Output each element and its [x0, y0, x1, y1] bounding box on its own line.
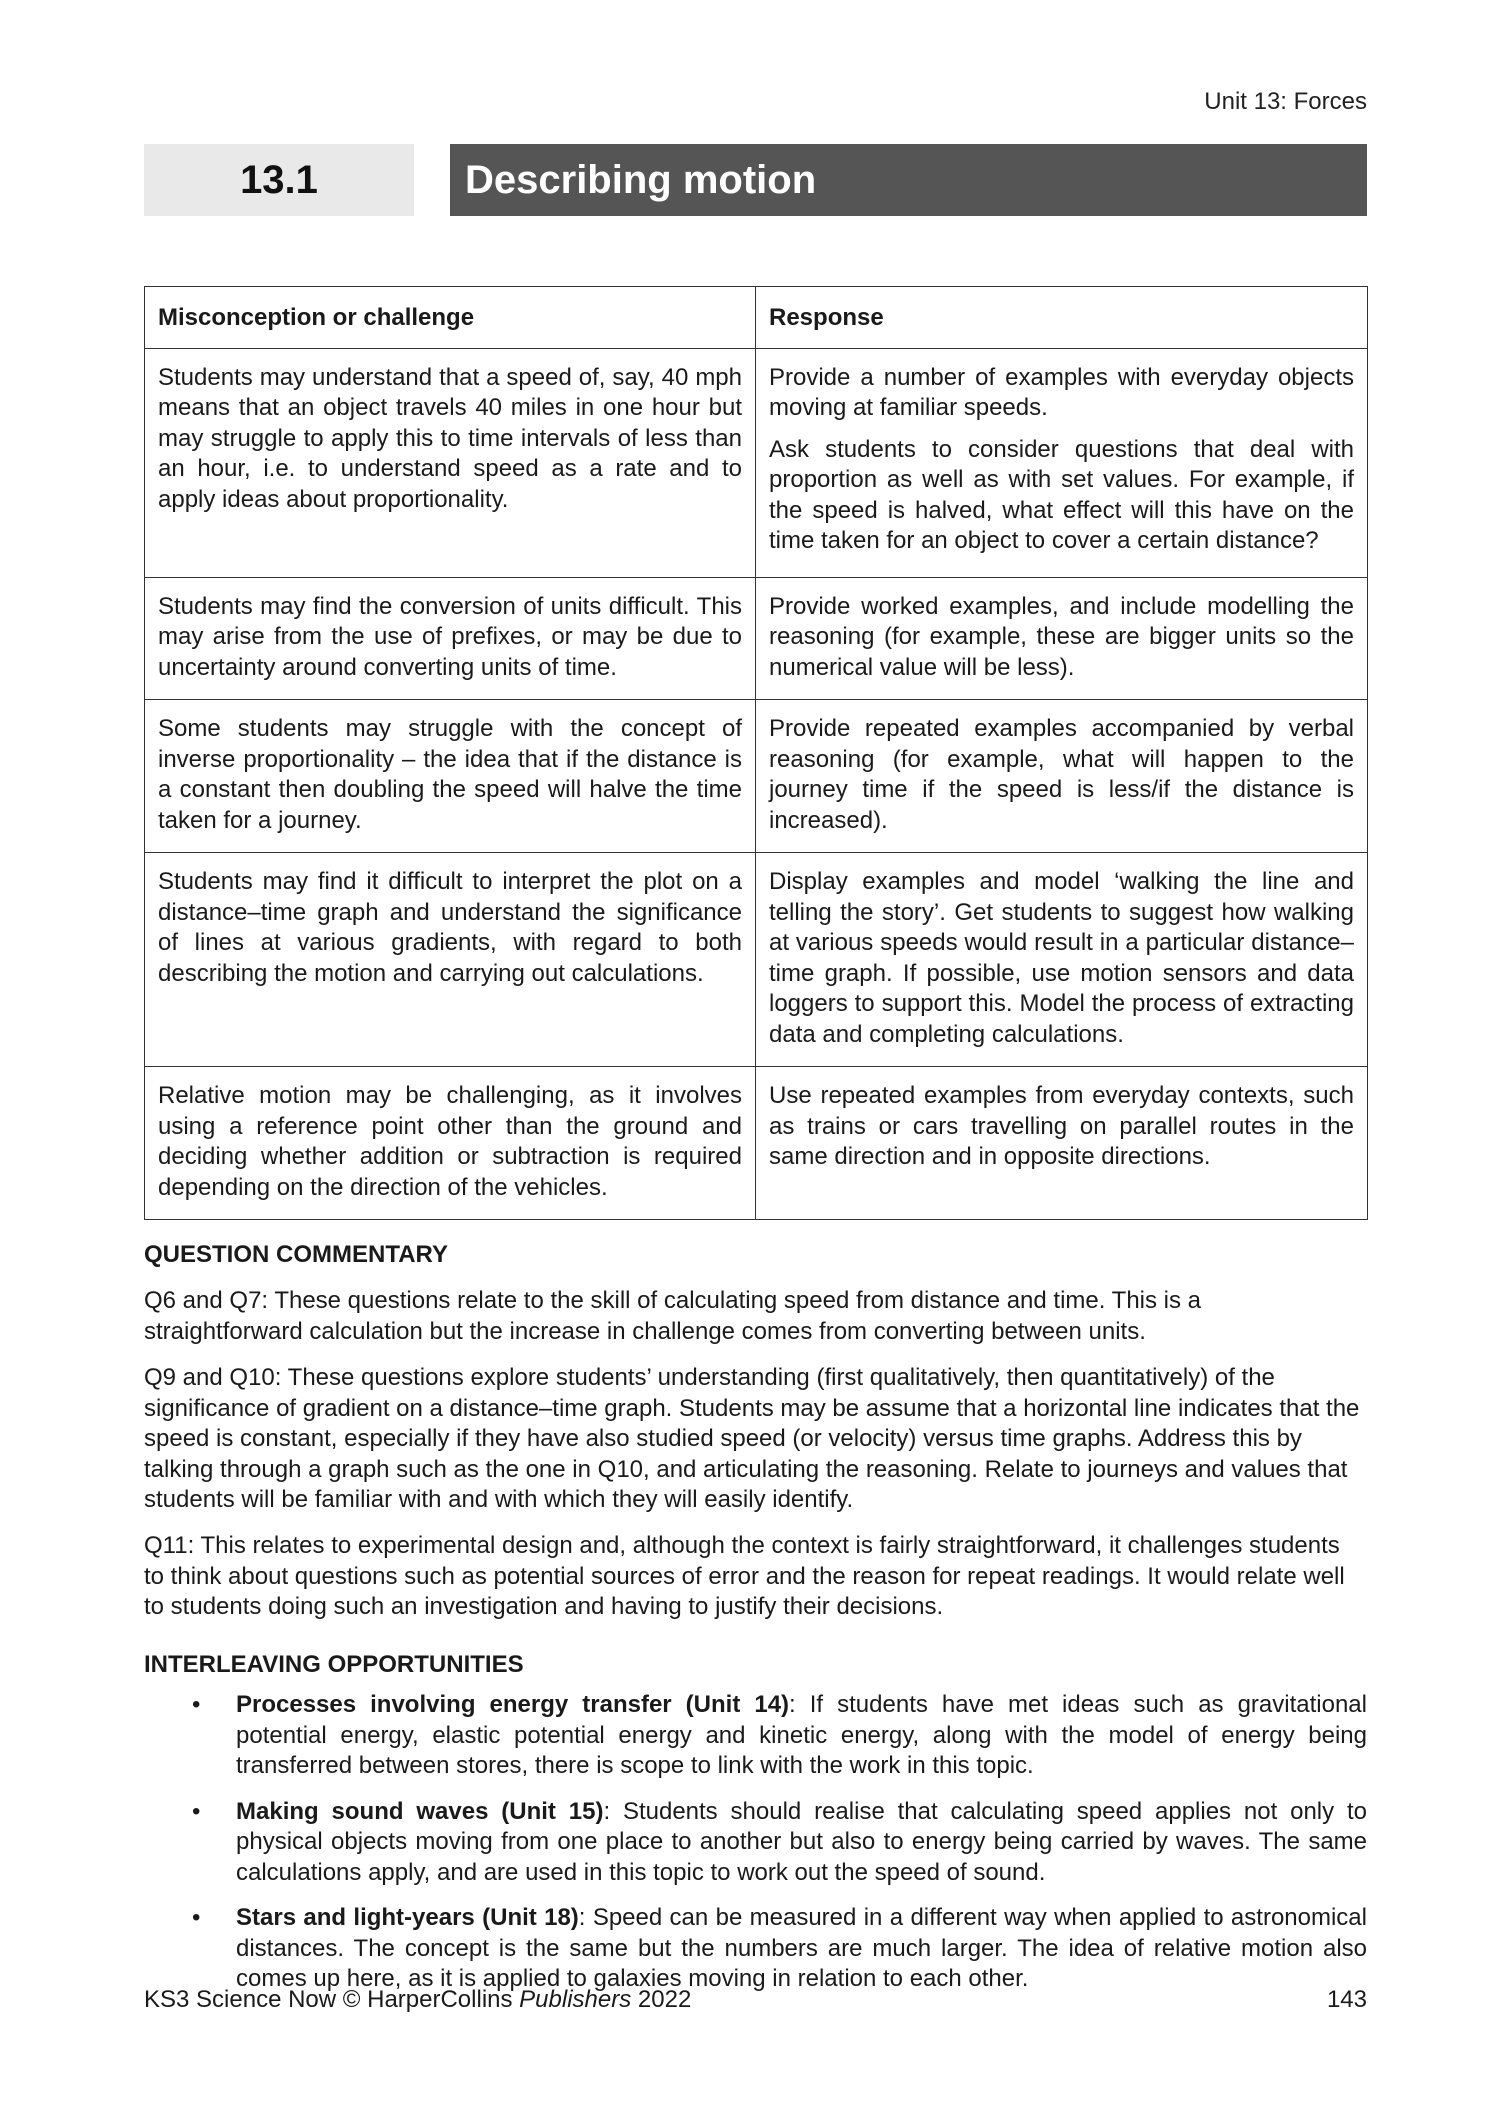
- misconception-cell: Relative motion may be challenging, as it involves using a reference point other than the ground and deciding whether addition or subtraction is required depending on the direction of the vehicles.: [145, 1067, 756, 1220]
- misconception-cell: Some students may struggle with the concept of inverse proportionality – the idea that if the distance is a constant then doubling the speed will halve the time taken for a journey.: [145, 700, 756, 853]
- table-header-row: [145, 287, 1368, 349]
- response-paragraph: Provide repeated examples accompanied by verbal reasoning (for example, what will happen to the journey time if the speed is less/if the distance is increased).: [769, 715, 1354, 834]
- table-row: [145, 700, 1368, 853]
- misconception-cell: Students may find the conversion of units difficult. This may arise from the use of prefixes, or may be due to uncertainty around converting units of time.: [145, 577, 756, 700]
- footer-suffix: 2022: [631, 1986, 692, 2013]
- link-description: : Students should realise that calculating speed applies not only to physical objects moving from one place to another but also to energy being carried by waves. The same calculations apply, and are used in this topic to work out the speed of sound.: [236, 1797, 1367, 1886]
- response-paragraph: Ask students to consider questions that deal with proportion as well as with set values. For example, if the speed is halved, what effect will this have on the time taken for an object to cover a certain distance?: [769, 435, 1354, 554]
- link-description: : If students have met ideas such as gravitational potential energy, elastic potential energy and kinetic energy, along with the model of energy being transferred between stores, there is scope to link with the work in this topic.: [236, 1691, 1367, 1779]
- list-item: [144, 1797, 1367, 1889]
- footer-prefix: KS3 Science Now © HarperCollins: [144, 1986, 520, 2013]
- question-commentary-heading: QUESTION COMMENTARY: [144, 1241, 448, 1268]
- response-paragraph: Provide a number of examples with everyday objects moving at familiar speeds.: [769, 363, 1354, 421]
- footer-publisher: Publishers: [519, 1986, 632, 2013]
- misconception-table: [144, 286, 1368, 1220]
- bullet-icon: •: [192, 1797, 201, 1825]
- table-row: [145, 1067, 1368, 1220]
- page-title: Describing motion: [450, 144, 1367, 216]
- column-header-misconception: Misconception or challenge: [145, 287, 756, 349]
- response-cell: [756, 577, 1368, 700]
- response-cell: [756, 1067, 1368, 1220]
- list-item: [144, 1903, 1367, 1995]
- misconception-cell: Students may understand that a speed of, say, 40 mph means that an object travels 40 miles in one hour but may struggle to apply this to time intervals of less than an hour, i.e. to understand speed as a rate and to apply ideas about proportionality.: [145, 348, 756, 577]
- response-cell: [756, 853, 1368, 1067]
- link-topic: Making sound waves (Unit 15): [236, 1797, 604, 1825]
- page-number: 143: [1326, 1986, 1367, 2013]
- table-row: [145, 853, 1368, 1067]
- link-topic: Processes involving energy transfer (Unit 14): [236, 1691, 790, 1718]
- commentary-paragraph: Q11: This relates to experimental design and, although the context is fairly straightforward, it challenges students to think about questions such as potential sources of error and the reason for repeat readings. It would relate well to students doing such an investigation and having to justify their decisions.: [144, 1532, 1345, 1620]
- column-header-response: Response: [756, 287, 1368, 349]
- unit-header: Unit 13: Forces: [1204, 88, 1367, 115]
- link-topic: Stars and light-years (Unit 18): [236, 1904, 579, 1931]
- table-row: [145, 577, 1368, 700]
- lesson-number: 13.1: [144, 144, 414, 216]
- footer-copyright: [144, 1986, 691, 2014]
- bullet-icon: •: [192, 1691, 201, 1718]
- interleaving-list: [144, 1690, 1367, 2010]
- link-description: : Speed can be measured in a different way when applied to astronomical distances. The concept is the same but the numbers are much larger. The idea of relative motion also comes up here, as it is applied to galaxies moving in relation to each other.: [236, 1904, 1367, 1992]
- commentary-paragraph: Q9 and Q10: These questions explore students’ understanding (first qualitatively, then quantitatively) of the significance of gradient on a distance–time graph. Students may be assume that a horizontal line indicates that the speed is constant, especially if they have also studied speed (or velocity) versus time graphs. Address this by talking through a graph such as the one in Q10, and articulating the reasoning. Relate to journeys and values that students will be familiar with and with which they will easily identify.: [144, 1364, 1360, 1513]
- response-paragraph: Use repeated examples from everyday contexts, such as trains or cars travelling on parallel routes in the same direction and in opposite directions.: [769, 1082, 1354, 1170]
- misconception-cell: Students may find it difficult to interpret the plot on a distance–time graph and understand the significance of lines at various gradients, with regard to both describing the motion and carrying out calculations.: [145, 853, 756, 1067]
- interleaving-heading: INTERLEAVING OPPORTUNITIES: [144, 1651, 524, 1678]
- response-cell: [756, 700, 1368, 853]
- table-row: [145, 348, 1368, 577]
- list-item: [144, 1690, 1367, 1782]
- bullet-icon: •: [192, 1904, 201, 1931]
- response-paragraph: Provide worked examples, and include modelling the reasoning (for example, these are bigger units so the numerical value will be less).: [769, 592, 1354, 681]
- commentary-paragraph: Q6 and Q7: These questions relate to the skill of calculating speed from distance and time. This is a straightforward calculation but the increase in challenge comes from converting between units.: [144, 1287, 1202, 1345]
- response-cell: [756, 348, 1368, 577]
- response-paragraph: Display examples and model ‘walking the line and telling the story’. Get students to suggest how walking at various speeds would result in a particular distance–time graph. If possible, use motion sensors and data loggers to support this. Model the process of extracting data and completing calculations.: [769, 868, 1354, 1048]
